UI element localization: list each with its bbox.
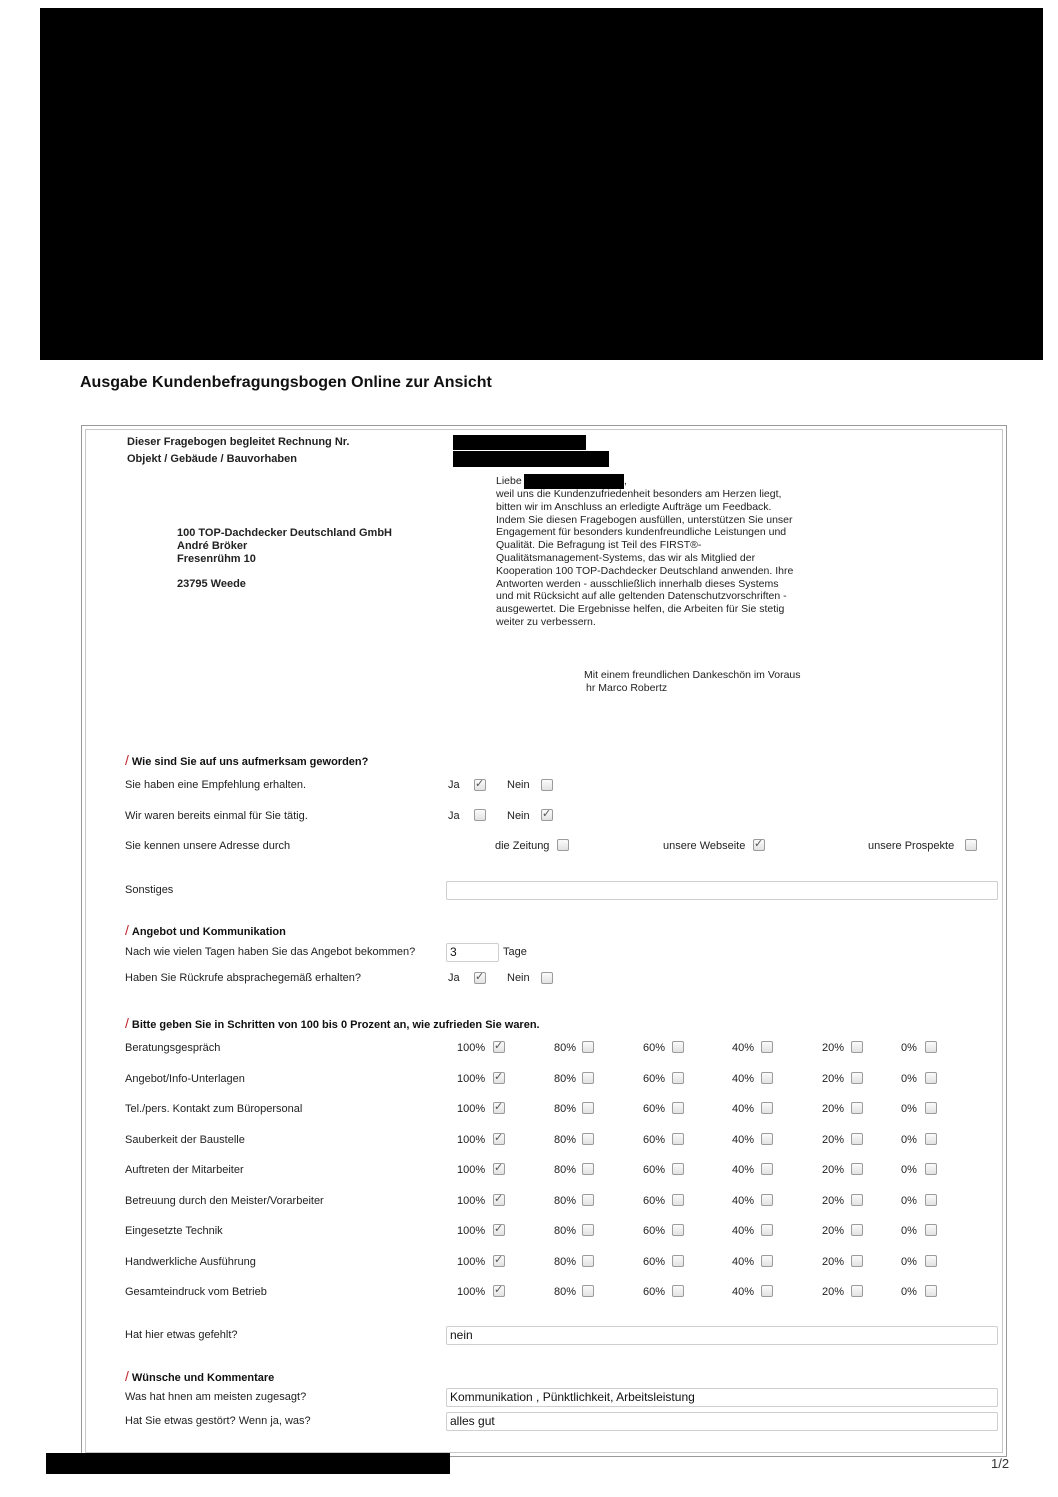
rating-option-label: 80% <box>554 1164 577 1176</box>
rating-option-checkbox[interactable] <box>582 1285 594 1297</box>
rating-option-label: 20% <box>822 1042 845 1054</box>
rating-option-label: 100% <box>457 1195 486 1207</box>
section-title-text: Wie sind Sie auf uns aufmerksam geworden? <box>131 756 369 768</box>
rating-option-label: 80% <box>554 1103 577 1115</box>
redacted-invoice-number <box>453 435 586 450</box>
rating-option-label: 60% <box>643 1134 666 1146</box>
rating-option-label: 40% <box>732 1256 755 1268</box>
rating-option-checkbox[interactable] <box>925 1285 937 1297</box>
object-label: Objekt / Gebäude / Bauvorhaben <box>127 453 297 465</box>
q-recommendation-yes-checkbox[interactable] <box>474 779 486 791</box>
rating-option-label: 60% <box>643 1225 666 1237</box>
section-title-text: Angebot und Kommunikation <box>131 926 286 938</box>
section-marker: / <box>125 922 129 938</box>
rating-option-checkbox[interactable] <box>672 1072 684 1084</box>
offer-days-label: Nach wie vielen Tagen haben Sie das Angebot bekommen? <box>125 946 416 958</box>
rating-option-label: 100% <box>457 1103 486 1115</box>
rating-option-checkbox[interactable] <box>493 1072 505 1084</box>
rating-option-label: 60% <box>643 1195 666 1207</box>
letter-line: Qualität. Die Befragung ist Teil des FIRST®- <box>496 539 702 552</box>
rating-option-checkbox[interactable] <box>493 1163 505 1175</box>
rating-option-label: 20% <box>822 1103 845 1115</box>
rating-option-checkbox[interactable] <box>925 1224 937 1236</box>
rating-option-checkbox[interactable] <box>761 1194 773 1206</box>
rating-option-label: 40% <box>732 1073 755 1085</box>
rating-option-checkbox[interactable] <box>672 1133 684 1145</box>
rating-option-checkbox[interactable] <box>582 1072 594 1084</box>
rating-option-label: 80% <box>554 1286 577 1298</box>
disliked-input[interactable]: alles gut <box>446 1412 998 1431</box>
rating-option-checkbox[interactable] <box>493 1133 505 1145</box>
offer-days-unit: Tage <box>503 946 527 958</box>
rating-option-label: 0% <box>901 1164 917 1176</box>
callback-yes-label: Ja <box>448 972 460 984</box>
rating-option-label: 0% <box>901 1286 917 1298</box>
rating-option-checkbox[interactable] <box>493 1194 505 1206</box>
rating-row-label: Gesamteindruck vom Betrieb <box>125 1286 267 1298</box>
section-title-rating <box>125 1015 540 1031</box>
rating-option-checkbox[interactable] <box>672 1255 684 1267</box>
rating-option-checkbox[interactable] <box>925 1255 937 1267</box>
address-street: Fresenrühm 10 <box>177 553 256 565</box>
letter-line: Engagement für besonders kundenfreundliche Leistungen und <box>496 526 787 539</box>
rating-option-checkbox[interactable] <box>672 1163 684 1175</box>
rating-option-label: 20% <box>822 1225 845 1237</box>
redacted-header <box>40 8 1043 360</box>
address-company: 100 TOP-Dachdecker Deutschland GmbH <box>177 527 392 539</box>
letter-closing: Mit einem freundlichen Dankeschön im Voraus <box>584 669 801 681</box>
rating-option-checkbox[interactable] <box>851 1133 863 1145</box>
rating-option-checkbox[interactable] <box>493 1255 505 1267</box>
rating-option-checkbox[interactable] <box>582 1102 594 1114</box>
section-title-awareness <box>125 752 368 768</box>
rating-option-checkbox[interactable] <box>761 1041 773 1053</box>
rating-option-label: 80% <box>554 1042 577 1054</box>
option-website-label: unsere Webseite <box>663 840 746 852</box>
rating-option-label: 40% <box>732 1195 755 1207</box>
rating-option-checkbox[interactable] <box>851 1255 863 1267</box>
liked-label: Was hat hnen am meisten zugesagt? <box>125 1391 307 1403</box>
rating-option-label: 80% <box>554 1256 577 1268</box>
rating-row-label: Tel./pers. Kontakt zum Büropersonal <box>125 1103 303 1115</box>
rating-option-checkbox[interactable] <box>761 1255 773 1267</box>
rating-row-label: Handwerkliche Ausführung <box>125 1256 256 1268</box>
letter-line: Antworten werden - ausschließlich innerhalb dieses Systems <box>496 577 779 590</box>
rating-option-checkbox[interactable] <box>761 1102 773 1114</box>
rating-option-checkbox[interactable] <box>493 1102 505 1114</box>
rating-option-checkbox[interactable] <box>761 1163 773 1175</box>
letter-line: bitten wir im Anschluss an erledigte Aufträge um Feedback. <box>496 500 772 513</box>
address-city: 23795 Weede <box>177 578 246 590</box>
letter-line: weil uns die Kundenzufriedenheit besonders am Herzen liegt, <box>496 488 782 500</box>
rating-option-checkbox[interactable] <box>851 1224 863 1236</box>
rating-option-checkbox[interactable] <box>761 1072 773 1084</box>
rating-option-checkbox[interactable] <box>672 1194 684 1206</box>
rating-option-label: 80% <box>554 1225 577 1237</box>
page-number: 1/2 <box>991 1456 1010 1471</box>
rating-option-label: 20% <box>822 1286 845 1298</box>
option-brochures-checkbox[interactable] <box>965 839 977 851</box>
option-website-checkbox[interactable] <box>753 839 765 851</box>
rating-option-checkbox[interactable] <box>672 1285 684 1297</box>
rating-row-label: Beratungsgespräch <box>125 1042 221 1054</box>
option-newspaper-label: die Zeitung <box>495 840 550 852</box>
section-marker: / <box>125 1368 129 1384</box>
q-recommendation-no-label: Nein <box>507 779 530 791</box>
rating-option-checkbox[interactable] <box>582 1133 594 1145</box>
rating-option-label: 40% <box>732 1134 755 1146</box>
page-title: Ausgabe Kundenbefragungsbogen Online zur Ansicht <box>80 374 492 391</box>
rating-option-label: 40% <box>732 1042 755 1054</box>
q-previous-work-yes-checkbox[interactable] <box>474 809 486 821</box>
rating-option-checkbox[interactable] <box>925 1102 937 1114</box>
rating-option-label: 20% <box>822 1195 845 1207</box>
rating-option-label: 0% <box>901 1042 917 1054</box>
rating-option-checkbox[interactable] <box>925 1072 937 1084</box>
disliked-label: Hat Sie etwas gestört? Wenn ja, was? <box>125 1415 311 1427</box>
other-input[interactable] <box>446 881 998 900</box>
letter-line: ausgewertet. Die Ergebnisse helfen, die Arbeiten für Sie stetig <box>496 603 785 616</box>
rating-option-checkbox[interactable] <box>925 1133 937 1145</box>
rating-option-label: 20% <box>822 1256 845 1268</box>
letter-signature: hr Marco Robertz <box>586 682 668 694</box>
address-person: André Bröker <box>177 540 248 552</box>
letter-line: Indem Sie diesen Fragebogen ausfüllen, unterstützen Sie unser <box>496 513 793 526</box>
rating-option-label: 20% <box>822 1134 845 1146</box>
rating-option-label: 80% <box>554 1134 577 1146</box>
rating-row-label: Sauberkeit der Baustelle <box>125 1134 245 1146</box>
q-previous-work-no-checkbox[interactable] <box>541 809 553 821</box>
offer-days-input[interactable]: 3 <box>446 943 499 962</box>
q-previous-work-label: Wir waren bereits einmal für Sie tätig. <box>125 810 308 822</box>
q-previous-work-no-label: Nein <box>507 810 530 822</box>
rating-option-checkbox[interactable] <box>582 1255 594 1267</box>
redacted-footer <box>46 1453 450 1474</box>
rating-row-label: Angebot/Info-Unterlagen <box>125 1073 245 1085</box>
rating-option-label: 100% <box>457 1042 486 1054</box>
letter-comma: , <box>624 475 627 487</box>
redacted-recipient-name <box>524 474 624 489</box>
rating-option-label: 40% <box>732 1225 755 1237</box>
option-brochures-label: unsere Prospekte <box>868 840 955 852</box>
letter-greeting: Liebe <box>496 475 522 487</box>
section-marker: / <box>125 1015 129 1031</box>
rating-option-label: 100% <box>457 1073 486 1085</box>
rating-option-checkbox[interactable] <box>851 1285 863 1297</box>
callback-no-checkbox[interactable] <box>541 972 553 984</box>
rating-option-checkbox[interactable] <box>851 1102 863 1114</box>
invoice-label: Dieser Fragebogen begleitet Rechnung Nr. <box>127 436 350 448</box>
rating-option-checkbox[interactable] <box>925 1041 937 1053</box>
rating-option-label: 0% <box>901 1073 917 1085</box>
rating-option-checkbox[interactable] <box>925 1194 937 1206</box>
rating-row-label: Betreuung durch den Meister/Vorarbeiter <box>125 1195 324 1207</box>
rating-option-checkbox[interactable] <box>582 1163 594 1175</box>
rating-option-checkbox[interactable] <box>672 1224 684 1236</box>
rating-option-checkbox[interactable] <box>493 1041 505 1053</box>
rating-option-label: 100% <box>457 1225 486 1237</box>
rating-option-label: 100% <box>457 1164 486 1176</box>
letter-line: weiter zu verbessern. <box>496 615 596 628</box>
rating-row-label: Auftreten der Mitarbeiter <box>125 1164 244 1176</box>
rating-option-checkbox[interactable] <box>851 1163 863 1175</box>
letter-body <box>496 488 793 629</box>
rating-option-checkbox[interactable] <box>851 1194 863 1206</box>
rating-option-label: 100% <box>457 1134 486 1146</box>
rating-option-label: 60% <box>643 1256 666 1268</box>
rating-option-checkbox[interactable] <box>582 1041 594 1053</box>
rating-option-label: 60% <box>643 1286 666 1298</box>
rating-option-checkbox[interactable] <box>851 1072 863 1084</box>
rating-option-checkbox[interactable] <box>761 1133 773 1145</box>
rating-option-label: 0% <box>901 1103 917 1115</box>
section-title-comments <box>125 1368 274 1384</box>
missing-input[interactable]: nein <box>446 1326 998 1345</box>
callback-label: Haben Sie Rückrufe absprachegemäß erhalten? <box>125 972 362 984</box>
rating-option-label: 20% <box>822 1164 845 1176</box>
rating-option-checkbox[interactable] <box>493 1285 505 1297</box>
letter-line: und mit Rücksicht auf alle geltenden Datenschutzvorschriften - <box>496 590 787 603</box>
liked-input[interactable]: Kommunikation , Pünktlichkeit, Arbeitsleistung <box>446 1388 998 1407</box>
rating-row-label: Eingesetzte Technik <box>125 1225 223 1237</box>
letter-line: Kooperation 100 TOP-Dachdecker Deutschland anwenden. Ihre <box>496 564 794 577</box>
rating-option-checkbox[interactable] <box>582 1194 594 1206</box>
rating-option-label: 100% <box>457 1256 486 1268</box>
section-marker: / <box>125 752 129 768</box>
section-title-text: Wünsche und Kommentare <box>131 1372 275 1384</box>
missing-label: Hat hier etwas gefehlt? <box>125 1329 238 1341</box>
rating-option-label: 60% <box>643 1164 666 1176</box>
rating-option-label: 80% <box>554 1073 577 1085</box>
rating-option-label: 60% <box>643 1073 666 1085</box>
rating-option-checkbox[interactable] <box>493 1224 505 1236</box>
rating-option-checkbox[interactable] <box>672 1041 684 1053</box>
rating-option-label: 0% <box>901 1195 917 1207</box>
rating-option-label: 60% <box>643 1042 666 1054</box>
other-label: Sonstiges <box>125 884 174 896</box>
callback-yes-checkbox[interactable] <box>474 972 486 984</box>
q-recommendation-label: Sie haben eine Empfehlung erhalten. <box>125 779 307 791</box>
option-newspaper-checkbox[interactable] <box>557 839 569 851</box>
q-address-source-label: Sie kennen unsere Adresse durch <box>125 840 291 852</box>
section-title-offer <box>125 922 286 938</box>
rating-option-checkbox[interactable] <box>761 1224 773 1236</box>
rating-option-checkbox[interactable] <box>925 1163 937 1175</box>
rating-option-label: 0% <box>901 1225 917 1237</box>
redacted-object <box>453 451 609 467</box>
section-title-text: Bitte geben Sie in Schritten von 100 bis 0 Prozent an, wie zufrieden Sie waren. <box>131 1019 540 1031</box>
rating-option-label: 40% <box>732 1103 755 1115</box>
rating-option-checkbox[interactable] <box>761 1285 773 1297</box>
rating-option-label: 0% <box>901 1134 917 1146</box>
rating-option-label: 80% <box>554 1195 577 1207</box>
rating-option-checkbox[interactable] <box>582 1224 594 1236</box>
rating-option-checkbox[interactable] <box>851 1041 863 1053</box>
rating-option-label: 40% <box>732 1286 755 1298</box>
callback-no-label: Nein <box>507 972 530 984</box>
q-previous-work-yes-label: Ja <box>448 810 460 822</box>
rating-option-label: 100% <box>457 1286 486 1298</box>
rating-option-label: 0% <box>901 1256 917 1268</box>
rating-option-label: 40% <box>732 1164 755 1176</box>
rating-option-label: 20% <box>822 1073 845 1085</box>
rating-option-checkbox[interactable] <box>672 1102 684 1114</box>
letter-line: Qualitätsmanagement-Systems, das wir als Mitglied der <box>496 551 756 564</box>
q-recommendation-no-checkbox[interactable] <box>541 779 553 791</box>
q-recommendation-yes-label: Ja <box>448 779 460 791</box>
rating-option-label: 60% <box>643 1103 666 1115</box>
